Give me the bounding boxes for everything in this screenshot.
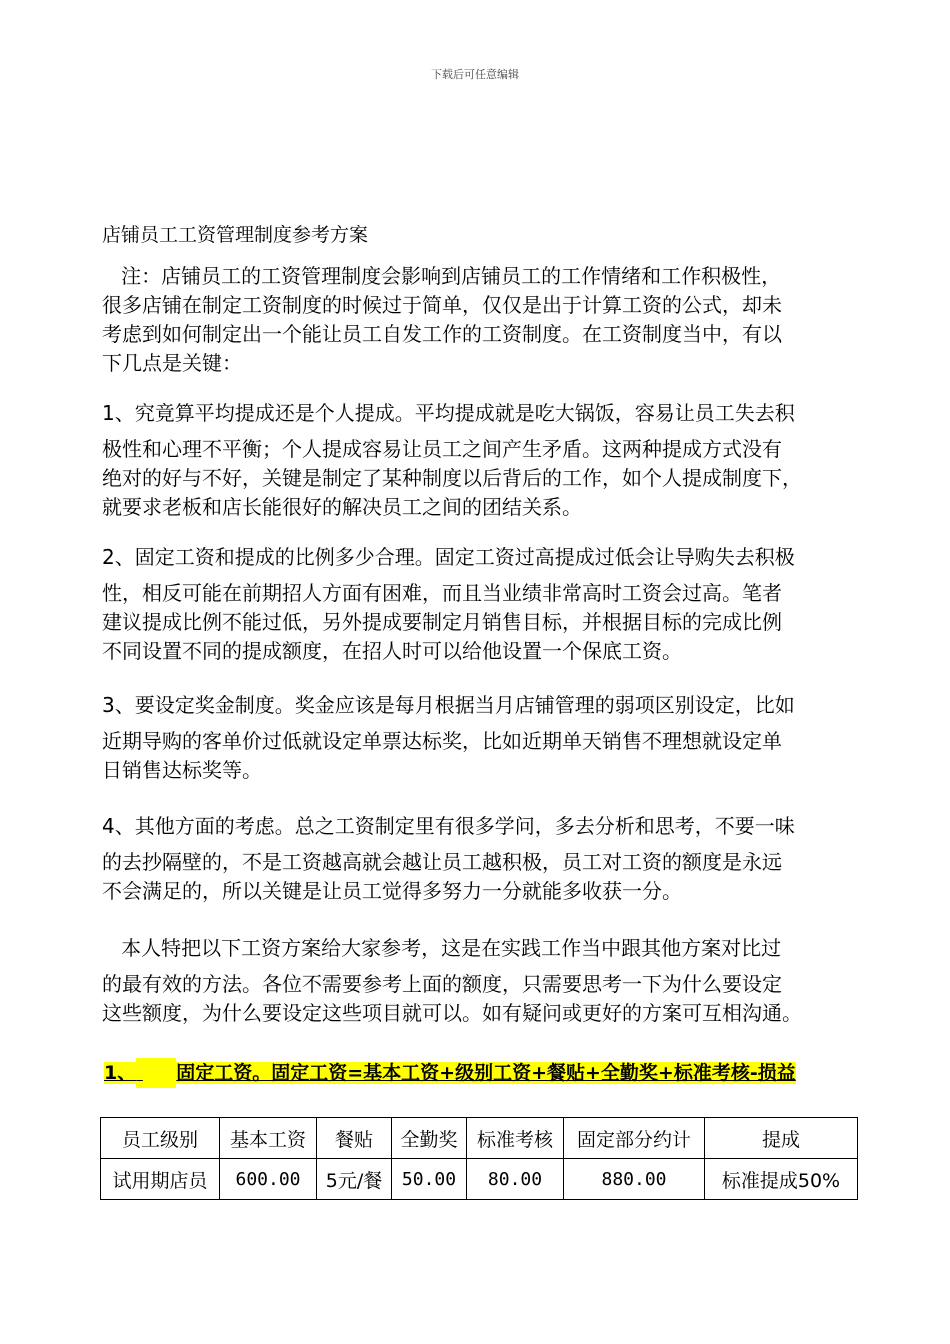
page-header: 下载后可任意编辑 bbox=[431, 68, 519, 81]
section-heading bbox=[104, 1058, 874, 1088]
intro-line: 很多店铺在制定工资制度的时候过于简单，仅仅是出于计算工资的公式，却未 bbox=[102, 293, 782, 317]
table-cell: 标准提成50% bbox=[705, 1159, 858, 1200]
closing-paragraph bbox=[102, 934, 874, 1028]
point-line: 极性和心理不平衡；个人提成容易让员工之间产生矛盾。这两种提成方式没有 bbox=[102, 437, 782, 461]
salary-table bbox=[100, 1117, 858, 1200]
point-line: 这些额度，为什么要设定这些项目就可以。如有疑问或更好的方案可互相沟通。 bbox=[102, 1001, 802, 1025]
intro-line: 注：店铺员工的工资管理制度会影响到店铺员工的工作情绪和工作积极性， bbox=[102, 264, 782, 288]
point-line: 的最有效的方法。各位不需要参考上面的额度，只需要思考一下为什么要设定 bbox=[102, 972, 782, 996]
table-cell: 试用期店员 bbox=[101, 1159, 220, 1200]
point-line: 4、其他方面的考虑。总之工资制定里有很多学问，多去分析和思考，不要一味 bbox=[102, 814, 795, 838]
point-line: 绝对的好与不好，关键是制定了某种制度以后背后的工作，如个人提成制度下， bbox=[102, 466, 802, 490]
section-heading-text: 固定工资。固定工资=基本工资+级别工资+餐贴+全勤奖+标准考核-损益 bbox=[176, 1062, 796, 1084]
point-3 bbox=[102, 691, 874, 785]
point-line: 就要求老板和店长能很好的解决员工之间的团结关系。 bbox=[102, 495, 582, 519]
table-row bbox=[101, 1159, 858, 1200]
table-cell: 600.00 bbox=[220, 1159, 317, 1200]
table-header-cell: 固定部分约计 bbox=[564, 1118, 705, 1159]
document-title: 店铺员工工资管理制度参考方案 bbox=[102, 224, 369, 246]
table-header-row bbox=[101, 1118, 858, 1159]
table-header-cell: 提成 bbox=[705, 1118, 858, 1159]
table-header-cell: 基本工资 bbox=[220, 1118, 317, 1159]
table-header-cell: 员工级别 bbox=[101, 1118, 220, 1159]
point-line: 1、究竟算平均提成还是个人提成。平均提成就是吃大锅饭，容易让员工失去积 bbox=[102, 401, 795, 425]
point-line: 不同设置不同的提成额度，在招人时可以给他设置一个保底工资。 bbox=[102, 639, 682, 663]
intro-paragraph bbox=[102, 262, 874, 378]
table-header-cell: 标准考核 bbox=[467, 1118, 564, 1159]
point-1 bbox=[102, 399, 874, 522]
section-number: 1、 bbox=[104, 1062, 137, 1084]
table-cell: 880.00 bbox=[564, 1159, 705, 1200]
point-2 bbox=[102, 543, 874, 666]
point-line: 性，相反可能在前期招人方面有困难，而且当业绩非常高时工资会过高。笔者 bbox=[102, 581, 782, 605]
point-line: 的去抄隔壁的，不是工资越高就会越让员工越积极，员工对工资的额度是永远 bbox=[102, 850, 782, 874]
point-line: 近期导购的客单价过低就设定单票达标奖，比如近期单天销售不理想就设定单 bbox=[102, 729, 782, 753]
table-cell: 80.00 bbox=[467, 1159, 564, 1200]
table-header-cell: 全勤奖 bbox=[392, 1118, 467, 1159]
point-line: 建议提成比例不能过低，另外提成要制定月销售目标，并根据目标的完成比例 bbox=[102, 610, 782, 634]
point-line: 2、固定工资和提成的比例多少合理。固定工资过高提成过低会让导购失去积极 bbox=[102, 545, 795, 569]
point-line: 本人特把以下工资方案给大家参考，这是在实践工作当中跟其他方案对比过 bbox=[102, 936, 782, 960]
intro-line: 考虑到如何制定出一个能让员工自发工作的工资制度。在工资制度当中，有以 bbox=[102, 322, 782, 346]
intro-line: 下几点是关键： bbox=[102, 351, 242, 375]
point-line: 3、要设定奖金制度。奖金应该是每月根据当月店铺管理的弱项区别设定，比如 bbox=[102, 693, 795, 717]
table-cell: 50.00 bbox=[392, 1159, 467, 1200]
point-line: 不会满足的，所以关键是让员工觉得多努力一分就能多收获一分。 bbox=[102, 879, 682, 903]
table-header-cell: 餐贴 bbox=[317, 1118, 392, 1159]
point-line: 日销售达标奖等。 bbox=[102, 758, 262, 782]
point-4 bbox=[102, 812, 874, 906]
table-cell: 5元/餐 bbox=[317, 1159, 392, 1200]
